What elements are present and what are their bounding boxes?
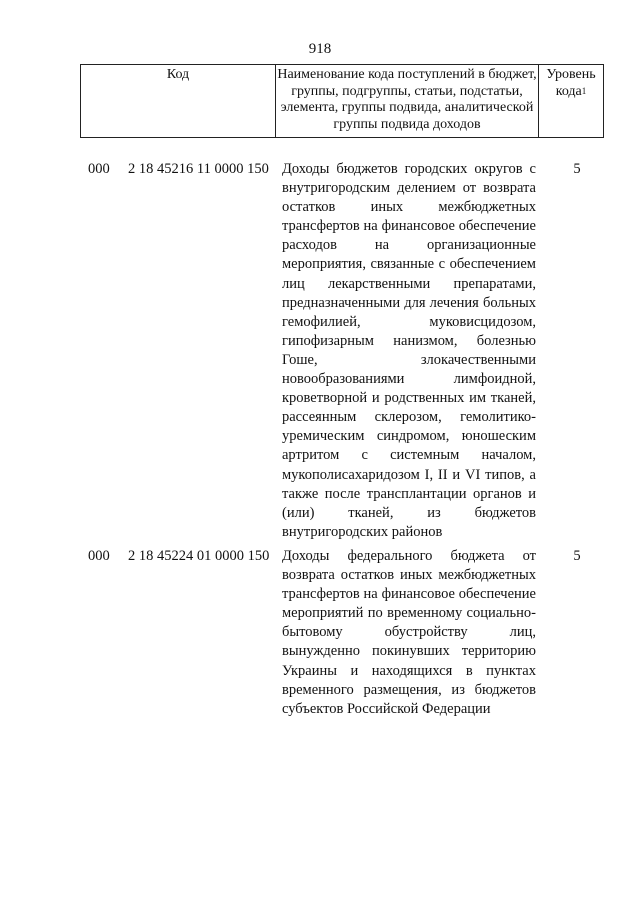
header-name: Наименование кода поступлений в бюджет, группы, подгруппы, статьи, подстатьи, элемента, группы подвида, аналитической группы подвида доходов (275, 65, 539, 137)
row-level: 5 (573, 161, 581, 177)
row-name: Доходы бюджетов городских округов с внутригородским делением от возврата остатков иных межбюджетных трансфертов на финансовое обеспечение расходов на организационные мероприятия, связанные с обеспечением лиц лекарственными препаратами, предназначенными для лечения больных гемофилией, муковисцидозом, гипофизарным нанизмом, болезнью Гоше, злокачественными новообразованиями лимфоидной, кроветворной и родственных им тканей, рассеянным склерозом, гемолитико-уремическим синдромом, юношеским артритом с системным началом, мукополисахаридозом I, II и VI типов, а также после трансплантации органов и (или) тканей, из бюджетов внутригородских районов (282, 161, 536, 540)
row-name: Доходы федерального бюджета от возврата остатков иных межбюджетных трансфертов на финансовое обеспечение мероприятий по временному социально-бытовому обустройству лиц, вынужденно покинувших территорию Украины и находящихся в пунктах временного размещения, из бюджетов субъектов Российской Федерации (282, 548, 536, 717)
table-header (80, 64, 604, 138)
footnote-marker: 1 (581, 85, 587, 96)
header-code: Код (166, 67, 190, 82)
row-code: 2 18 45216 11 0000 150 (128, 161, 269, 177)
row-code: 2 18 45224 01 0000 150 (128, 548, 270, 564)
page-number: 918 (308, 41, 332, 57)
row-prefix: 000 (88, 548, 110, 564)
header-level-label: Уровень кода (546, 67, 596, 99)
header-level (539, 65, 603, 137)
row-prefix: 000 (88, 161, 110, 177)
row-level: 5 (573, 548, 581, 564)
